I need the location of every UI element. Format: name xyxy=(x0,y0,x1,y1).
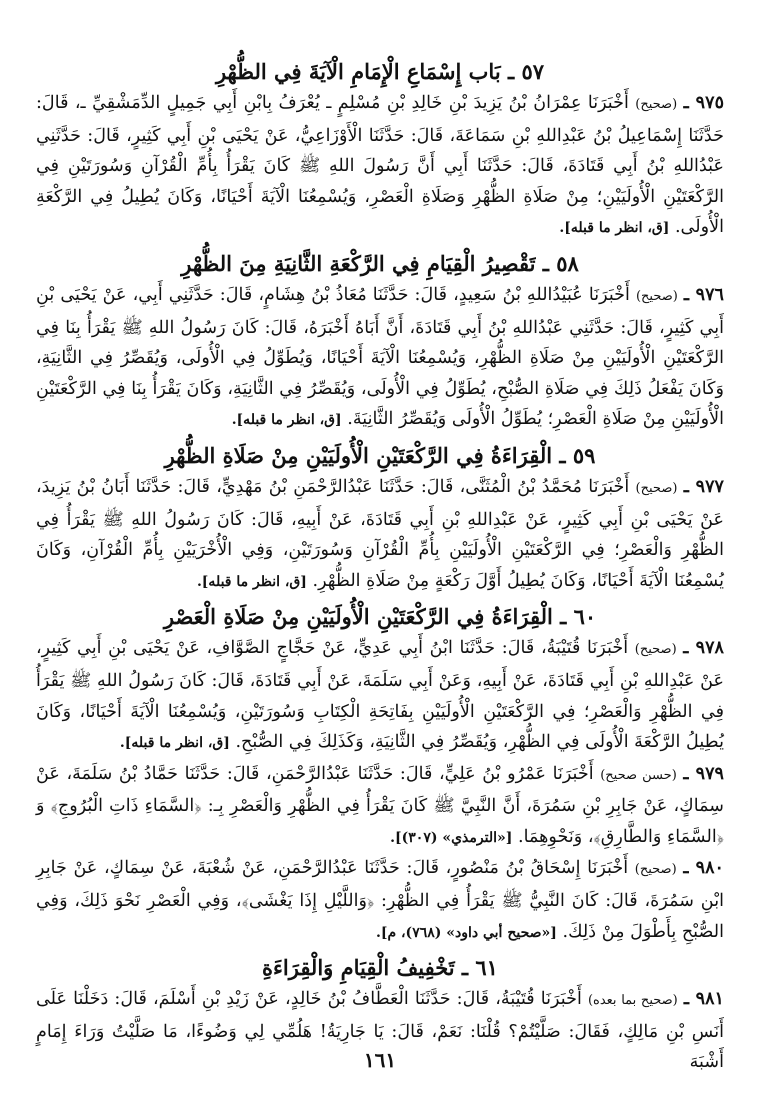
hadith-number: ٩٧٦ ـ xyxy=(683,283,725,305)
hadith-text: أَخْبَرَنَا إِسْحَاقُ بْنُ مَنْصُورٍ، قَالَ: حَدَّثَنَا عَبْدُالرَّحْمَنِ، عَنْ شُعْبَةَ، عَنْ سِمَاكٍ، عَنْ جَابِرِ ابْنِ سَمُرَةَ، قَالَ: كَانَ النَّبِيُّ ﷺ يَقْرَأُ فِي الظُّهْرِ: ﴿وَاللَّيْلِ إِذَا يَغْشَى﴾، وَفِي الْعَصْرِ نَحْوَ ذَلِكَ، وَفِي الصُّبْحِ بِأَطْوَلَ مِنْ ذَلِكَ. xyxy=(36,858,724,942)
hadith-grade: (صحيح بما بعده) xyxy=(587,993,678,1009)
hadith-reference: [«صحيح أبي داود» (٧٦٨)، م]. xyxy=(376,924,557,941)
hadith-977 xyxy=(36,472,724,597)
hadith-reference: [ق، انظر ما قبله]. xyxy=(196,573,307,590)
hadith-975 xyxy=(36,88,724,244)
hadith-reference: [ق، انظر ما قبله]. xyxy=(231,412,342,429)
section-heading-57: ٥٧ ـ بَاب إِسْمَاعِ الْإِمَامِ الْآيَةَ فِي الظُّهْرِ xyxy=(215,59,545,84)
hadith-grade: (صحيح) xyxy=(635,288,678,304)
hadith-text: أَخْبَرَنَا قُتَيْبَةُ، قَالَ: حَدَّثَنَا الْعَطَّافُ بْنُ خَالِدٍ، عَنْ زَيْدِ بْنِ أَسْلَمَ، قَالَ: دَخَلْنَا عَلَى أَنَسِ بْنِ مَالِكٍ، فَقَالَ: صَلَّيْتُمْ؟ قُلْنَا: نَعَمْ، قَالَ: يَا جَارِيَةُ! هَلُمِّي لِي وَضُوءًا، مَا صَلَّيْتُ وَرَاءَ إِمَامٍ أَشْبَهَ xyxy=(36,989,724,1073)
section-heading-58: ٥٨ ـ تَقْصِيرُ الْقِيَامِ فِي الرَّكْعَةِ الثَّانِيَةِ مِنَ الظُّهْرِ xyxy=(181,250,579,276)
hadith-number: ٩٧٧ ـ xyxy=(683,475,725,497)
hadith-978 xyxy=(36,633,724,758)
hadith-number: ٩٧٩ ـ xyxy=(683,762,724,784)
page-number: ١٦١ xyxy=(363,1048,397,1072)
hadith-grade: (صحيح) xyxy=(635,480,678,496)
hadith-number: ٩٨٠ ـ xyxy=(683,857,724,879)
hadith-979 xyxy=(36,759,724,854)
section-heading-60: ٦٠ ـ الْقِرَاءَةُ فِي الرَّكْعَتَيْنِ الْأُولَيَيْنِ مِنْ صَلَاةِ الْعَصْرِ xyxy=(163,604,597,630)
hadith-text: أَخْبَرَنَا مُحَمَّدُ بْنُ الْمُثَنَّى، قَالَ: حَدَّثَنَا عَبْدُالرَّحْمَنِ بْنُ مَهْدِيٍّ، قَالَ: حَدَّثَنَا أَبَانُ بْنُ يَزِيدَ، عَنْ يَحْيَى بْنِ أَبِي كَثِيرٍ، عَنْ عَبْدِاللهِ بْنِ أَبِي قَتَادَةَ، عَنْ أَبِيهِ، قَالَ: كَانَ رَسُولُ اللهِ ﷺ يَقْرَأُ فِي الظُّهْرِ وَالْعَصْرِ؛ فِي الرَّكْعَتَيْنِ الْأُولَيَيْنِ بِأُمِّ الْقُرْآنِ وَسُورَتَيْنِ، وَفِي الْأُخْرَيَيْنِ بِأُمِّ الْقُرْآنِ، وَكَانَ يُسْمِعُنَا الْآيَةَ أَحْيَانًا، وَكَانَ يُطِيلُ أَوَّلَ رَكْعَةٍ مِنْ صَلَاةِ الظُّهْرِ. xyxy=(36,476,724,591)
document-page xyxy=(36,52,724,1078)
hadith-grade: (صحيح) xyxy=(634,862,677,878)
hadith-text: أَخْبَرَنَا عِمْرَانُ بْنُ يَزِيدَ بْنِ خَالِدِ بْنِ مُسْلِمٍ ـ يُعْرَفُ بِابْنِ أَبِي جَمِيلٍ الدِّمَشْقِيِّ ـ، قَالَ: حَدَّثَنَا إِسْمَاعِيلُ بْنُ عَبْدِاللهِ بْنِ سَمَاعَةَ، قَالَ: حَدَّثَنَا الْأَوْزَاعِيُّ، عَنْ يَحْيَى بْنِ أَبِي كَثِيرٍ، قَالَ: حَدَّثَنِي عَبْدُاللهِ بْنُ أَبِي قَتَادَةَ، قَالَ: حَدَّثَنَا أَبِي أَنَّ رَسُولَ اللهِ ﷺ كَانَ يَقْرَأُ بِأُمِّ الْقُرْآنِ وَسُورَتَيْنِ فِي الرَّكْعَتَيْنِ الْأُولَيَيْنِ؛ مِنْ صَلَاةِ الظُّهْرِ وَصَلَاةِ الْعَصْرِ، وَيُسْمِعُنَا الْآيَةَ أَحْيَانًا، وَكَانَ يُطِيلُ فِي الرَّكْعَةِ الْأُولَى. xyxy=(36,93,724,238)
hadith-number: ٩٧٨ ـ xyxy=(683,637,724,659)
hadith-980 xyxy=(36,853,724,948)
hadith-text: أَخْبَرَنَا عُبَيْدُاللهِ بْنُ سَعِيدٍ، قَالَ: حَدَّثَنَا مُعَاذُ بْنُ هِشَامٍ، قَالَ: حَدَّثَنِي أَبِي، عَنْ يَحْيَى بْنِ أَبِي كَثِيرٍ، قَالَ: حَدَّثَنِي عَبْدُاللهِ بْنُ أَبِي قَتَادَةَ، أَنَّ أَبَاهُ أَخْبَرَهُ، قَالَ: كَانَ رَسُولُ اللهِ ﷺ يَقْرَأُ بِنَا فِي الرَّكْعَتَيْنِ الْأُولَيَيْنِ مِنْ صَلَاةِ الظُّهْرِ، وَيُسْمِعُنَا الْآيَةَ أَحْيَانًا، وَيُطَوِّلُ فِي الْأُولَى، وَيُقَصِّرُ فِي الثَّانِيَةِ، وَكَانَ يَفْعَلُ ذَلِكَ فِي صَلَاةِ الصُّبْحِ، يُطَوِّلُ فِي الْأُولَى، وَيُقَصِّرُ فِي الثَّانِيَةِ، وَكَانَ يَقْرَأُ بِنَا فِي الرَّكْعَتَيْنِ الْأُولَيَيْنِ مِنْ صَلَاةِ الْعَصْرِ؛ يُطَوِّلُ الْأُولَى وَيُقَصِّرُ الثَّانِيَةَ. xyxy=(36,284,724,430)
hadith-976 xyxy=(36,280,724,436)
hadith-reference: [ق، انظر ما قبله]. xyxy=(119,735,230,752)
section-heading-59: ٥٩ ـ الْقِرَاءَةُ فِي الرَّكْعَتَيْنِ الْأُولَيَيْنِ مِنْ صَلَاةِ الظُّهْرِ xyxy=(164,442,596,468)
hadith-text: أَخْبَرَنَا عَمْرُو بْنُ عَلِيٍّ، قَالَ: حَدَّثَنَا عَبْدُالرَّحْمَنِ، قَالَ: حَدَّثَنَا حَمَّادُ بْنُ سَلَمَةَ، عَنْ سِمَاكٍ، عَنْ جَابِرِ بْنِ سَمُرَةَ، أَنَّ النَّبِيَّ ﷺ كَانَ يَقْرَأُ فِي الظُّهْرِ وَالْعَصْرِ بِـ: ﴿السَّمَاءِ ذَاتِ الْبُرُوجِ﴾ وَ ﴿السَّمَاءِ وَالطَّارِقِ﴾، وَنَحْوِهِمَا. xyxy=(36,763,724,847)
hadith-number: ٩٧٥ ـ xyxy=(683,92,725,113)
hadith-text: أَخْبَرَنَا قُتَيْبَةُ، قَالَ: حَدَّثَنَا ابْنُ أَبِي عَدِيٍّ، عَنْ حَجَّاجٍ الصَّوَّافِ، عَنْ يَحْيَى بْنِ أَبِي كَثِيرٍ، عَنْ عَبْدِاللهِ بْنِ أَبِي قَتَادَةَ، عَنْ أَبِيهِ، وَعَنْ أَبِي سَلَمَةَ، عَنْ أَبِي قَتَادَةَ، قَالَ: كَانَ رَسُولُ اللهِ ﷺ يَقْرَأُ فِي الظُّهْرِ وَالْعَصْرِ؛ فِي الرَّكْعَتَيْنِ الْأُولَيَيْنِ بِفَاتِحَةِ الْكِتَابِ وَسُورَتَيْنِ، وَيُسْمِعُنَا الْآيَةَ أَحْيَانًا، وَكَانَ يُطِيلُ الرَّكْعَةَ الْأُولَى فِي الظُّهْرِ، وَيُقَصِّرُ فِي الثَّانِيَةِ، وَكَذَلِكَ فِي الصُّبْحِ. xyxy=(36,638,725,753)
hadith-reference: [ق، انظر ما قبله]. xyxy=(559,220,670,237)
hadith-number: ٩٨١ ـ xyxy=(683,988,725,1010)
section-heading-61: ٦١ ـ تَخْفِيفُ الْقِيَامِ وَالْقِرَاءَةِ xyxy=(262,955,498,981)
hadith-grade: (صحيح) xyxy=(635,97,678,112)
hadith-grade: (حسن صحيح) xyxy=(600,767,677,783)
hadith-grade: (صحيح) xyxy=(634,642,677,658)
hadith-reference: [«الترمذي» (٣٠٧)]. xyxy=(390,829,513,846)
